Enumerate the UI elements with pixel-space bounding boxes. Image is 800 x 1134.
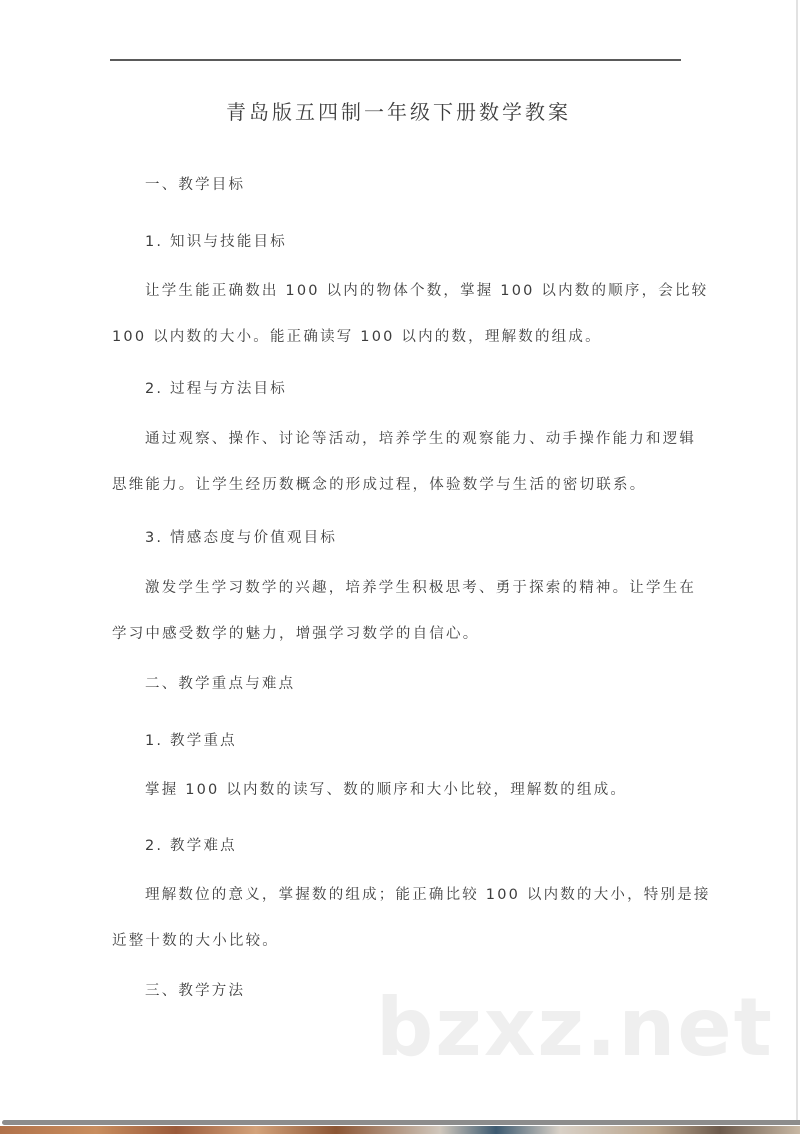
subheading-attitudes-values: 3. 情感态度与价值观目标: [145, 530, 338, 546]
section-heading-methods: 三、教学方法: [145, 983, 246, 999]
page-edge: [796, 0, 798, 1120]
subheading-process-methods: 2. 过程与方法目标: [145, 381, 287, 397]
document-title: 青岛版五四制一年级下册数学教案: [226, 100, 571, 124]
paragraph-line: 通过观察、操作、讨论等活动，培养学生的观察能力、动手操作能力和逻辑: [145, 431, 697, 447]
section-heading-key-points: 二、教学重点与难点: [145, 676, 296, 692]
paragraph-line: 100 以内数的大小。能正确读写 100 以内的数，理解数的组成。: [112, 329, 602, 345]
paragraph-line: 思维能力。让学生经历数概念的形成过程，体验数学与生活的密切联系。: [112, 477, 647, 493]
subheading-teaching-focus: 1. 教学重点: [145, 733, 237, 749]
paragraph-line: 近整十数的大小比较。: [112, 933, 279, 949]
section-heading-objectives: 一、教学目标: [145, 177, 246, 193]
paragraph-line: 激发学生学习数学的兴趣，培养学生积极思考、勇于探索的精神。让学生在: [145, 580, 697, 596]
horizontal-scrollbar[interactable]: [2, 1120, 800, 1125]
header-rule: [110, 59, 681, 61]
paragraph-line: 让学生能正确数出 100 以内的物体个数，掌握 100 以内数的顺序，会比较: [145, 283, 709, 299]
paragraph-line: 学习中感受数学的魅力，增强学习数学的自信心。: [112, 626, 480, 642]
paragraph-line: 掌握 100 以内数的读写、数的顺序和大小比较，理解数的组成。: [145, 782, 628, 798]
watermark-text: bzxz.net: [376, 981, 774, 1074]
subheading-teaching-difficulty: 2. 教学难点: [145, 838, 237, 854]
background-image-strip: [0, 1126, 800, 1134]
subheading-knowledge-skills: 1. 知识与技能目标: [145, 234, 287, 250]
paragraph-line: 理解数位的意义，掌握数的组成；能正确比较 100 以内数的大小，特别是接: [145, 887, 711, 903]
